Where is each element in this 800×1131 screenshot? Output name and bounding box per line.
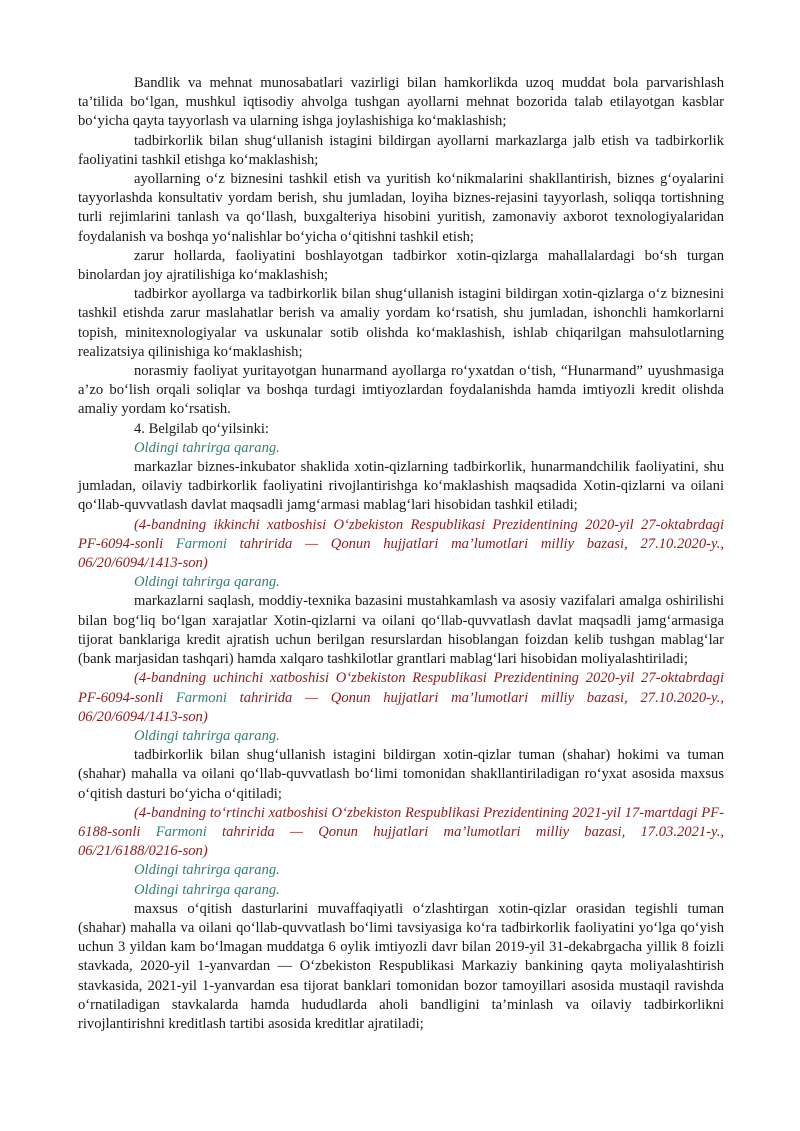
decree-link[interactable]: Farmoni bbox=[175, 535, 227, 552]
previous-edition-link[interactable]: Oldingi tahrirga qarang. bbox=[134, 574, 280, 591]
note-text: tahririda — Qonun hujjatlari ma’lumotlari milliy bazasi, 17.03.2021-y., 06/21/6188/0216-son) bbox=[78, 823, 725, 860]
previous-edition-link[interactable]: Oldingi tahrirga qarang. bbox=[134, 727, 280, 744]
paragraph: Bandlik va mehnat munosabatlari vazirligi bilan hamkorlikda uzoq muddat bola parvarishlash ta’tilida bo‘lgan, mushkul iqtisodiy ahvolga tushgan ayollarni mehnat bozorida talab etilayotgan kasblar bo‘yicha qayta tayyorlash va ularning ishga joylashishiga ko‘maklashish; bbox=[78, 75, 724, 130]
amendment-note bbox=[78, 804, 724, 862]
paragraph: norasmiy faoliyat yuritayotgan hunarmand ayollarga ro‘yxatdan o‘tish, “Hunarmand” uyushmasiga a’zo bo‘lish orqali soliqlar va boshqa turdagi imtiyozlardan foydalanishda hamda imtiyozli kredit olishda amaliy yordam ko‘rsatish. bbox=[78, 363, 724, 418]
note-text: (4-bandning ikkinchi xatboshisi O‘zbekiston Respublikasi Prezidentining 2020-yil 27-oktabrdagi PF-6094-sonli bbox=[78, 516, 724, 552]
paragraph: markazlarni saqlash, moddiy-texnika bazasini mustahkamlash va asosiy vazifalari amalga oshirilishi bilan bog‘liq bo‘lgan xarajatlar Xotin-qizlarni va oilani qo‘llab-quvvatlash davlat maqsadli jamg‘armasiga tijorat banklariga kredit ajratish uchun berilgan resurslardan hisoblangan foizdan kelib tushgan mablag‘lar (bank marjasidan tashqari) hamda xalqaro tashkilotlar grantlari mablag‘lari hisobidan moliyalashtiriladi; bbox=[78, 593, 724, 668]
amendment-note bbox=[78, 516, 724, 574]
previous-edition-link[interactable]: Oldingi tahrirga qarang. bbox=[134, 881, 280, 898]
paragraph: ayollarning o‘z biznesini tashkil etish va yuritish ko‘nikmalarini shakllantirish, biznes g‘oyalarini tayyorlashda konsultativ yordam berish, shu jumladan, loyiha biznes-rejasini tayyorlash, soliqqa tortishning turli rejimlarini tanlash va qo‘llash, buxgalteriya hisobini yuritish, zamonaviy axborot texnologiyalaridan foydalanish va boshqa yo‘nalishlar bo‘yicha o‘qitishni tashkil etish; bbox=[78, 171, 724, 245]
note-text: (4-bandning to‘rtinchi xatboshisi O‘zbekiston Respublikasi Prezidentining 2021-yil 17-martdagi PF-6188-sonli bbox=[78, 804, 724, 840]
decree-link[interactable]: Farmoni bbox=[155, 823, 207, 840]
note-text: tahririda — Qonun hujjatlari ma’lumotlari milliy bazasi, 27.10.2020-y., 06/20/6094/1413-son) bbox=[78, 689, 724, 725]
paragraph: tadbirkorlik bilan shug‘ullanish istagini bildirgan ayollarni markazlarga jalb etish va tadbirkorlik faoliyatini tashkil etishga ko‘maklashish; bbox=[78, 132, 724, 168]
paragraph: markazlar biznes-inkubator shaklida xotin-qizlarning tadbirkorlik, hunarmandchilik faoliyatini, shu jumladan, oilaviy tadbirkorlik faoliyatini rivojlantirishga ko‘maklashish maqsadida Xotin-qizlarni va oilani qo‘llab-quvvatlash davlat maqsadli jamg‘armasi mablag‘lari hisobidan tashkil etiladi; bbox=[78, 459, 724, 514]
paragraph: tadbirkorlik bilan shug‘ullanish istagini bildirgan xotin-qizlar tuman (shahar) hokimi va tuman (shahar) mahalla va oilani qo‘llab-quvvatlash bo‘limi tomonidan shakllantiriladigan ro‘yxat asosida maxsus o‘qitish dasturi bo‘yicha o‘qitiladi; bbox=[78, 747, 724, 802]
previous-edition-link[interactable]: Oldingi tahrirga qarang. bbox=[134, 439, 280, 456]
amendment-note bbox=[78, 669, 724, 727]
paragraph: zarur hollarda, faoliyatini boshlayotgan tadbirkor xotin-qizlarga mahallalardagi bo‘sh turgan binolardan joy ajratilishiga ko‘maklashish; bbox=[78, 247, 724, 284]
decree-link[interactable]: Farmoni bbox=[175, 689, 227, 706]
paragraph: tadbirkor ayollarga va tadbirkorlik bilan shug‘ullanish istagini bildirgan xotin-qizlarga o‘z biznesini tashkil etishda zarur maslahatlar berish va amaliy yordam ko‘rsatish, shu jumladan, ishonchli hamkorlarni topish, minitexnologiyalar va uskunalar sotib olishda ko‘maklashish, ishlab chiqarilgan mahsulotlarning realizatsiya qilinishiga ko‘maklashish; bbox=[78, 286, 724, 360]
note-text: tahririda — Qonun hujjatlari ma’lumotlari milliy bazasi, 27.10.2020-y., 06/20/6094/1413-son) bbox=[78, 535, 724, 572]
previous-edition-link[interactable]: Oldingi tahrirga qarang. bbox=[134, 862, 280, 879]
note-text: (4-bandning uchinchi xatboshisi O‘zbekiston Respublikasi Prezidentining 2020-yil 27-oktabrdagi PF-6094-sonli bbox=[78, 670, 724, 706]
document-page bbox=[78, 74, 724, 1034]
section-heading: 4. Belgilab qo‘yilsinki: bbox=[134, 420, 269, 437]
paragraph: maxsus o‘qitish dasturlarini muvaffaqiyatli o‘zlashtirgan xotin-qizlar orasidan tegishli tuman (shahar) mahalla va oilani qo‘llab-quvvatlash bo‘limi tavsiyasiga ko‘ra tadbirkorlik faoliyatini yo‘lga qo‘yish uchun 3 yildan kam bo‘lmagan muddatga 6 oylik imtiyozli davr bilan 2019-yil 31-dekabrgacha yillik 8 foizli stavkada, 2020-yil 1-yanvardan — O‘zbekiston Respublikasi Markaziy bankining qayta moliyalashtirish stavkasida, 2021-yil 1-yanvardan esa tijorat banklari tomonidan bozor tamoyillari asosida mustaqil ravishda o‘rnatiladigan stavkalarda hamda hududlarda aholi bandligini ta’minlash va oilaviy tadbirkorlikni rivojlantirishni kreditlash tartibi asosida kreditlar ajratiladi; bbox=[78, 900, 724, 1032]
